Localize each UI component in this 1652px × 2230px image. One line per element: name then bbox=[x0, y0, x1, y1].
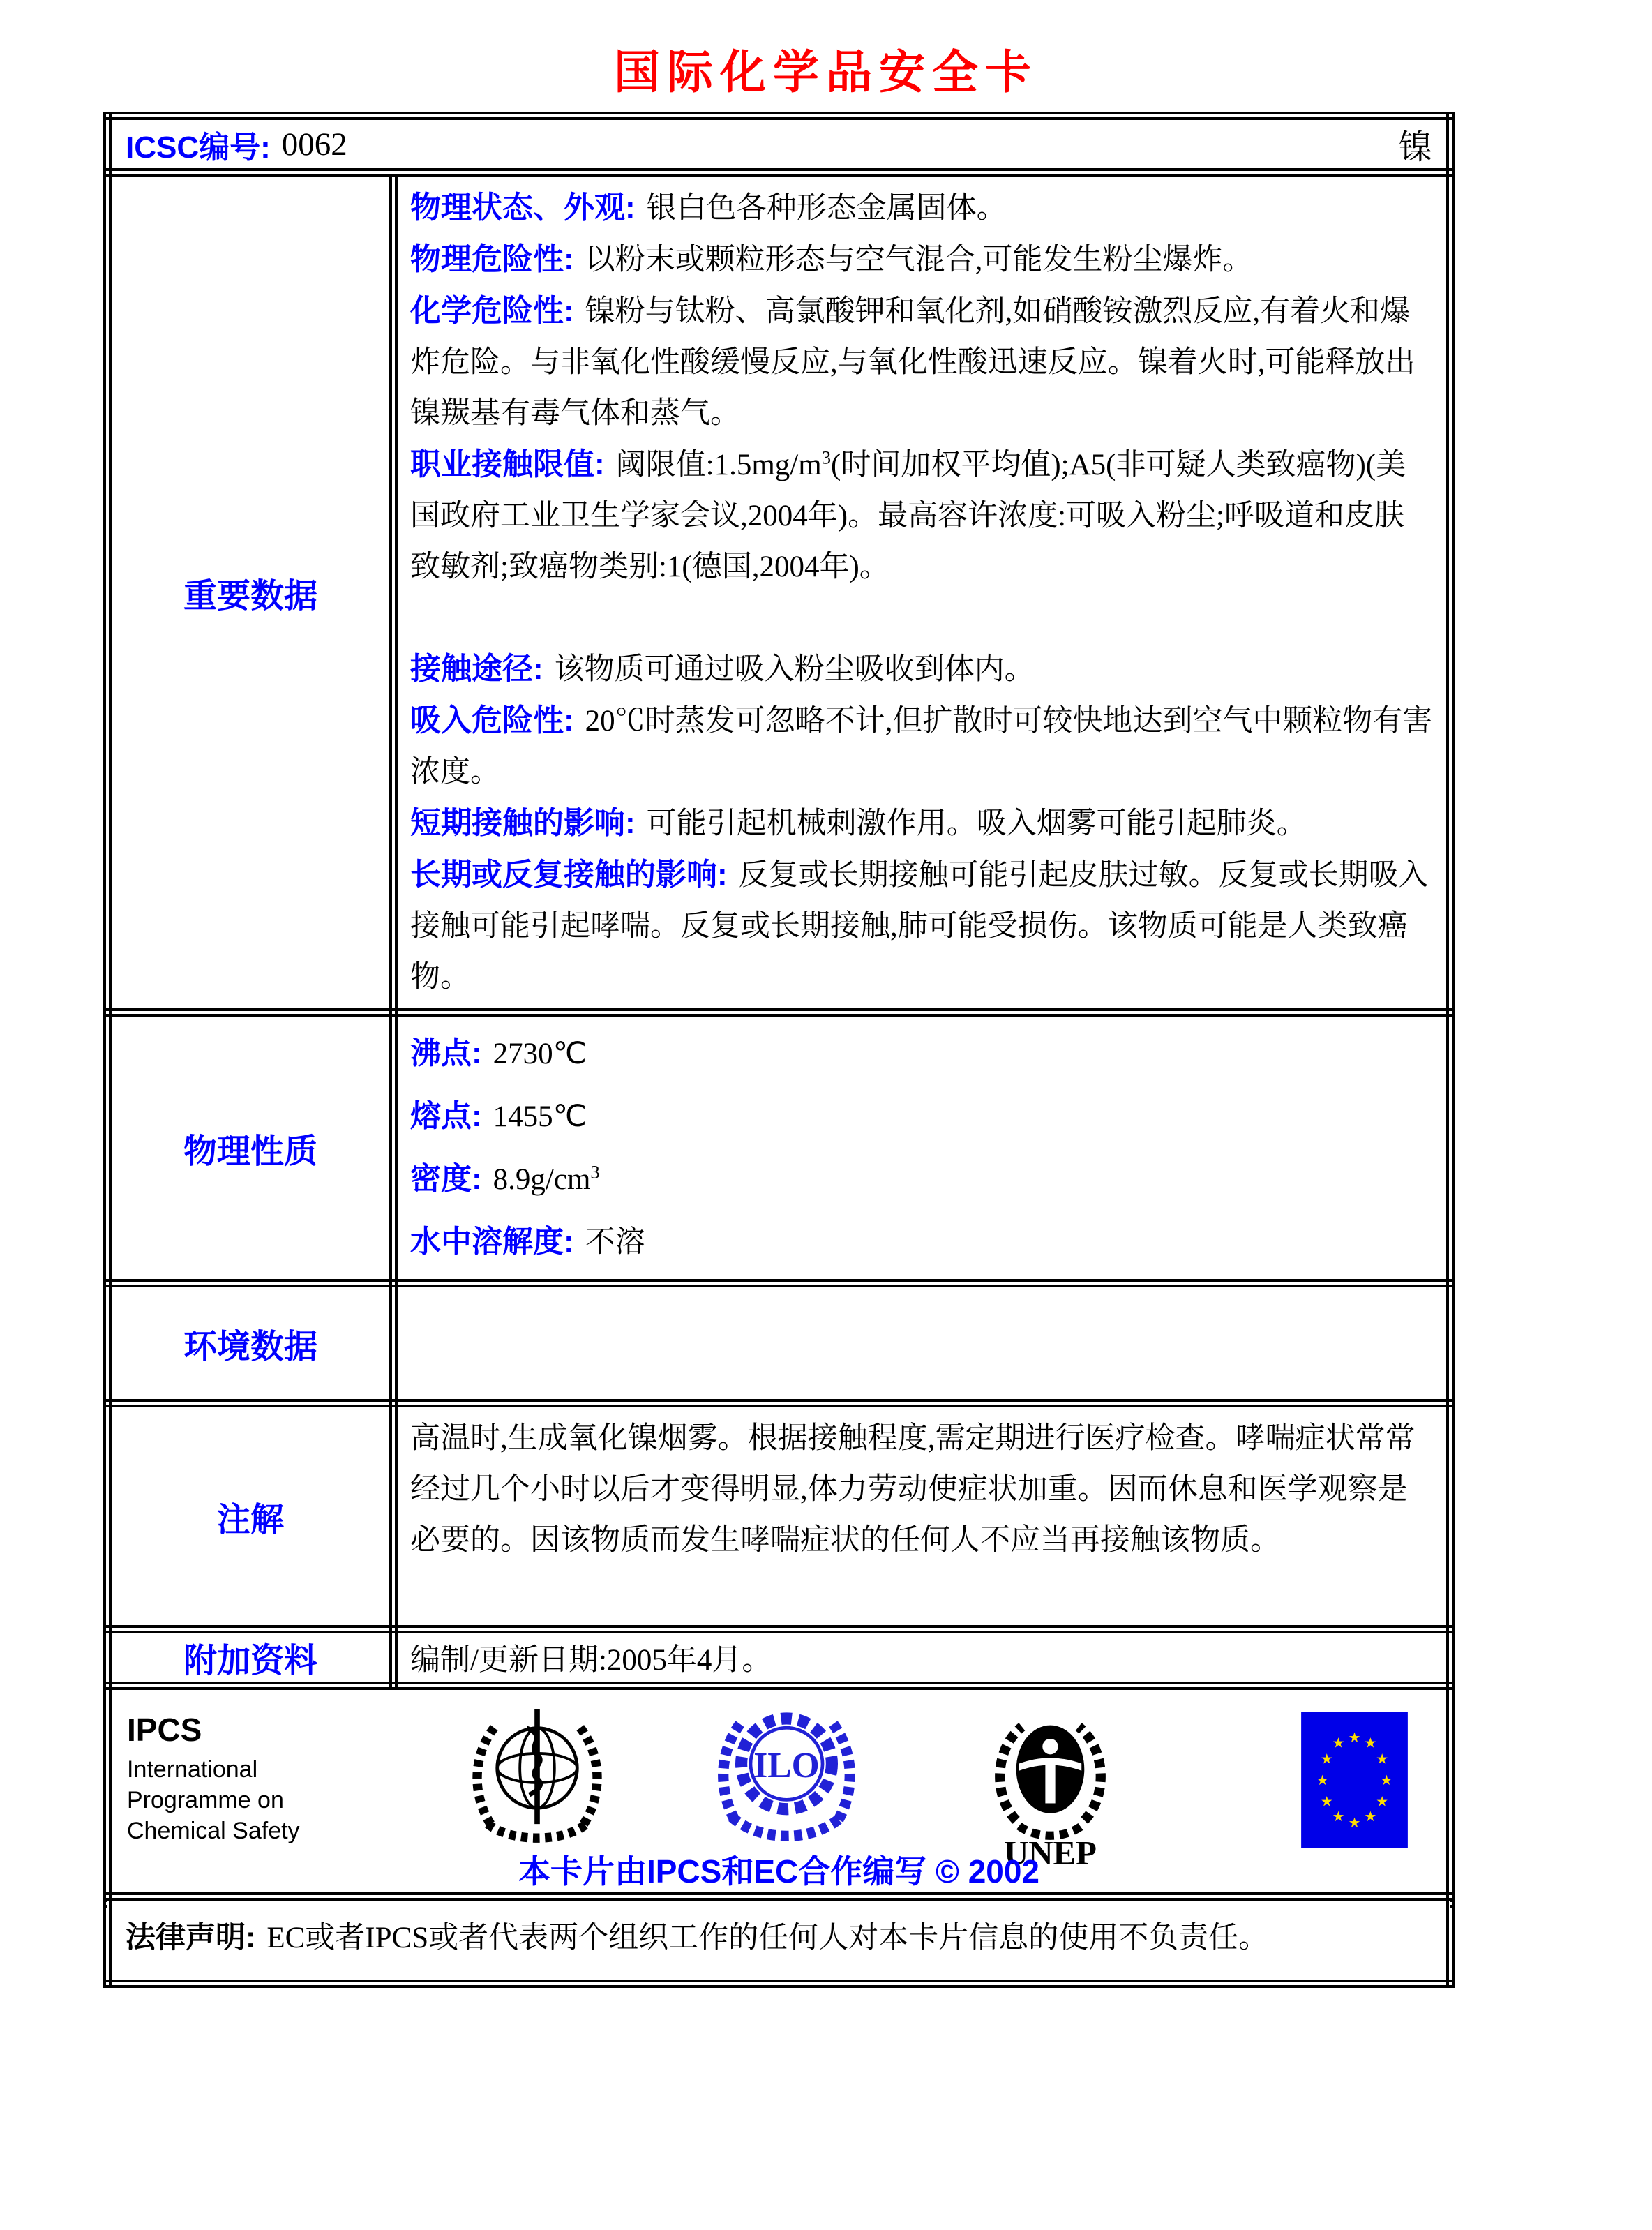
environmental-data-content bbox=[393, 1283, 1450, 1403]
svg-text:★: ★ bbox=[1380, 1772, 1393, 1788]
field-label: 职业接触限值: bbox=[410, 447, 605, 481]
field-label: 长期或反复接触的影响: bbox=[410, 858, 728, 892]
important-item bbox=[410, 234, 1434, 285]
additional-info-row-label: 附加资料 bbox=[107, 1629, 393, 1686]
row-legal bbox=[107, 1896, 1450, 1984]
important-item bbox=[410, 695, 1434, 798]
field-text: 阈限值$:1.5mg/m^3$(时间加权平均值);A5(非可疑人类致癌物)(美国政府工业卫生学家会议,2004年)。最高容许浓度:可吸入粉尘;呼吸道和皮肤致敏剂;致癌物类别:1(德国,2004年)。 bbox=[410, 447, 1406, 583]
cooperation-caption: 本卡片由IPCS和EC合作编写 © 2002 bbox=[518, 1853, 1040, 1889]
field-text: 反复或长期接触可能引起皮肤过敏。反复或长期吸入接触可能引起哮喘。反复或长期接触,肺可能受损伤。该物质可能是人类致癌物。 bbox=[410, 859, 1429, 994]
row-notes bbox=[107, 1403, 1450, 1629]
important-data-content bbox=[393, 172, 1450, 1012]
field-text: 可能引起机械刺激作用。吸入烟雾可能引起肺炎。 bbox=[646, 807, 1307, 840]
svg-text:★: ★ bbox=[1376, 1751, 1389, 1767]
ipcs-line: International bbox=[127, 1756, 258, 1783]
physical-item bbox=[410, 1022, 1434, 1085]
icsc-number-value: 0062 bbox=[281, 126, 347, 163]
eu-flag-icon bbox=[1301, 1712, 1408, 1848]
unep-emblem-icon bbox=[979, 1698, 1122, 1869]
physical-properties-content bbox=[393, 1012, 1450, 1283]
logos-row bbox=[112, 1690, 1446, 1899]
row-icsc-header bbox=[107, 116, 1450, 172]
physical-properties-row-label: 物理性质 bbox=[107, 1012, 393, 1283]
unep-letters: UNEP bbox=[1004, 1834, 1097, 1869]
field-label: 物理危险性: bbox=[410, 242, 574, 276]
notes-row-label: 注解 bbox=[107, 1403, 393, 1629]
field-text: 1455℃ bbox=[493, 1100, 587, 1133]
additional-info-text: 编制/更新日期:2005年4月。 bbox=[410, 1644, 772, 1677]
icsc-bar bbox=[112, 120, 1446, 168]
field-label: 接触途径: bbox=[410, 652, 543, 686]
svg-text:★: ★ bbox=[1348, 1814, 1361, 1831]
important-item bbox=[410, 285, 1434, 439]
ipcs-line: Chemical Safety bbox=[127, 1818, 300, 1844]
physical-item bbox=[410, 1211, 1434, 1273]
important-item bbox=[410, 439, 1434, 592]
logos-cell-outer bbox=[107, 1686, 1450, 1903]
field-text: 2730℃ bbox=[493, 1038, 587, 1070]
field-label: 水中溶解度: bbox=[410, 1225, 574, 1259]
field-label: 密度: bbox=[410, 1162, 482, 1196]
field-text: 以粉末或颗粒形态与空气混合,可能发生粉尘爆炸。 bbox=[585, 244, 1253, 276]
page-title: 国际化学品安全卡 bbox=[614, 46, 1038, 98]
important-data-row-label: 重要数据 bbox=[107, 172, 393, 1012]
important-item bbox=[410, 798, 1434, 849]
field-label: 短期接触的影响: bbox=[410, 806, 636, 840]
ipcs-text-block bbox=[127, 1711, 300, 1846]
physical-item bbox=[410, 1148, 1434, 1211]
blank-line bbox=[410, 592, 1434, 643]
ilo-letters: ILO bbox=[753, 1745, 820, 1786]
svg-text:★: ★ bbox=[1364, 1735, 1377, 1751]
environmental-data-row-label: 环境数据 bbox=[107, 1283, 393, 1403]
ilo-emblem-icon bbox=[712, 1703, 862, 1849]
important-item bbox=[410, 849, 1434, 1003]
ipcs-acronym: IPCS bbox=[127, 1712, 202, 1748]
svg-text:★: ★ bbox=[1364, 1808, 1377, 1825]
legal-text: EC或者IPCS或者代表两个组织工作的任何人对本卡片信息的使用不负责任。 bbox=[266, 1922, 1269, 1954]
important-item bbox=[410, 643, 1434, 695]
svg-text:★: ★ bbox=[1376, 1793, 1389, 1810]
field-label: 沸点: bbox=[410, 1036, 482, 1070]
field-text: 不溶 bbox=[585, 1226, 645, 1259]
svg-text:★: ★ bbox=[1332, 1735, 1345, 1751]
icsc-number-label: ICSC编号: bbox=[126, 130, 271, 165]
field-text: 该物质可通过吸入粉尘吸收到体内。 bbox=[554, 653, 1035, 686]
chemical-name: 镍 bbox=[1398, 129, 1432, 166]
field-label: 物理状态、外观: bbox=[410, 190, 636, 225]
icsc-card-table bbox=[103, 112, 1455, 1908]
legal-cell bbox=[107, 1896, 1450, 1984]
row-additional-info bbox=[107, 1629, 1450, 1686]
svg-text:★: ★ bbox=[1316, 1772, 1329, 1788]
icsc-header-cell bbox=[107, 116, 1450, 172]
row-logos bbox=[107, 1686, 1450, 1903]
who-emblem-icon bbox=[464, 1700, 610, 1850]
ipcs-line: Programme on bbox=[127, 1787, 284, 1813]
svg-text:★: ★ bbox=[1320, 1751, 1333, 1767]
row-physical-properties bbox=[107, 1012, 1450, 1283]
field-text: 银白色各种形态金属固体。 bbox=[646, 192, 1007, 225]
svg-text:★: ★ bbox=[1332, 1808, 1345, 1825]
legal-label: 法律声明: bbox=[126, 1921, 256, 1954]
row-environmental-data bbox=[107, 1283, 1450, 1403]
field-label: 化学危险性: bbox=[410, 294, 574, 328]
notes-content: 高温时,生成氧化镍烟雾。根据接触程度,需定期进行医疗检查。哮喘症状常常经过几个小时以后才变得明显,体力劳动使症状加重。因而休息和医学观察是必要的。因该物质而发生哮喘症状的任何人不应当再接触该物质。 bbox=[393, 1403, 1450, 1629]
important-item bbox=[410, 182, 1434, 234]
physical-item bbox=[410, 1085, 1434, 1148]
legal-declaration-table bbox=[103, 1892, 1455, 1988]
field-text: 镍粉与钛粉、高氯酸钾和氧化剂,如硝酸铵激烈反应,有着火和爆炸危险。与非氧化性酸缓慢反应,与氧化性酸迅速反应。镍着火时,可能释放出镍羰基有毒气体和蒸气。 bbox=[410, 295, 1416, 430]
svg-text:★: ★ bbox=[1320, 1793, 1333, 1810]
field-text: $8.9g/cm^3$ bbox=[493, 1161, 600, 1196]
svg-text:★: ★ bbox=[1348, 1729, 1361, 1746]
field-text: 20℃时蒸发可忽略不计,但扩散时可较快地达到空气中颗粒物有害浓度。 bbox=[410, 705, 1433, 788]
field-label: 熔点: bbox=[410, 1099, 482, 1133]
row-important-data bbox=[107, 172, 1450, 1012]
additional-info-content bbox=[393, 1629, 1450, 1686]
field-label: 吸入危险性: bbox=[410, 703, 574, 738]
